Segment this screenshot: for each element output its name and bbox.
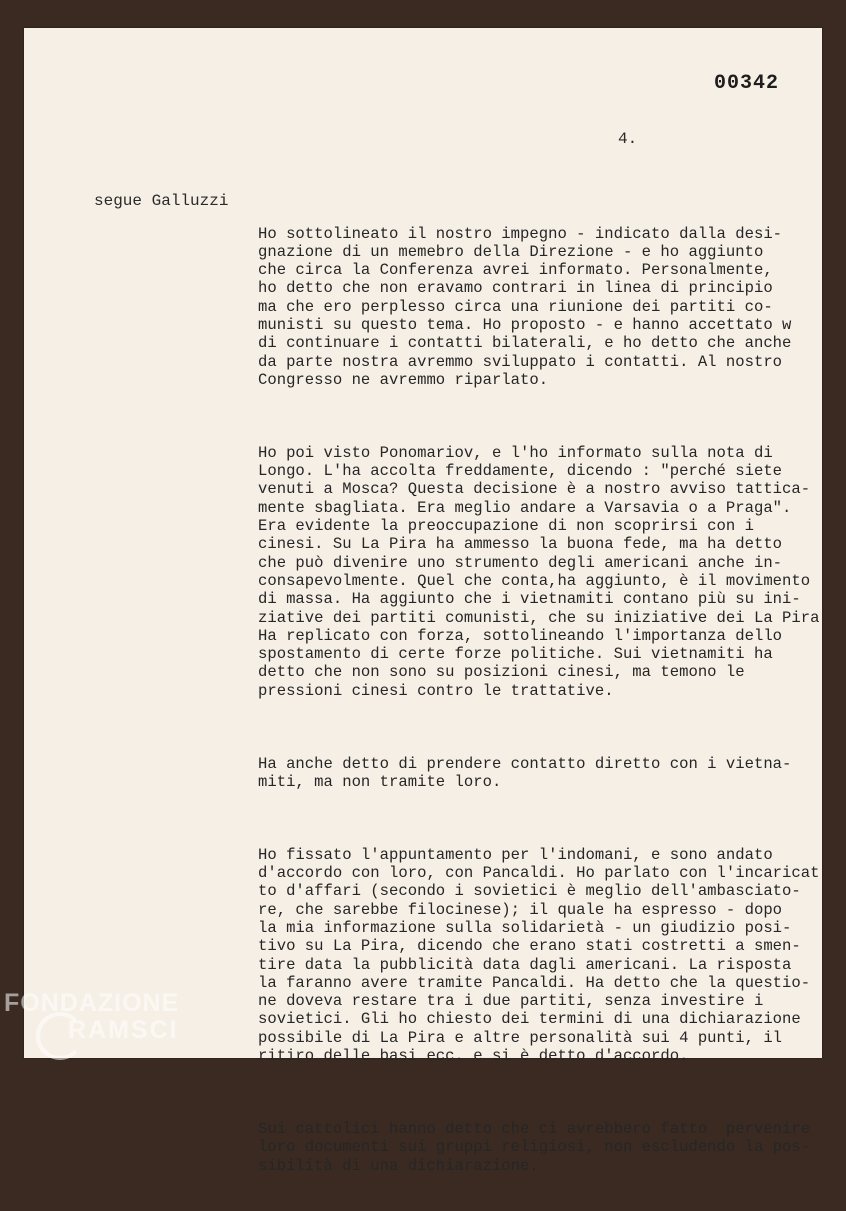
paragraph-5: Sui cattolici hanno detto che ci avrebbero fatto pervenire loro documenti sui gruppi religiosi, non escludendo la pos- sibilità di una dichiarazione. bbox=[258, 1119, 811, 1175]
paragraph-4: Ho fissato l'appuntamento per l'indomani, e sono andato d'accordo con loro, con Pancaldi. Ho parlato con l'incaricat to d'affari (secondo i sovietici è meglio dell'ambasciato- re, che sarebbe filocinese); il quale ha espresso - dopo la mia informazione sulla solidarietà - un giudizio posi- tivo su La Pira, dicendo che erano stati costretti a smen- tire data la pubblicità data dagli americani. La risposta la faranno avere tramite Pancaldi. Ha detto che la questio- ne doveva restare tra i due partiti, senza investire i sovietici. Gli ho chiesto dei termini di una dichiarazione possibile di La Pira e altre personalità sui 4 punti, il ritiro delle basi ecc. e si è detto d'accordo. bbox=[258, 845, 820, 1066]
page-number: 4. bbox=[618, 130, 638, 148]
watermark-line-2: RAMSCI bbox=[68, 1016, 179, 1044]
paragraph-1: Ho sottolineato il nostro impegno - indicato dalla desi- gnazione di un memebro della Direzione - e ho aggiunto che circa la Conferenza avrei informato. Personalmente, ho detto che non eravamo contrari in linea di principio ma che ero perplesso circa una riunione dei partiti co- munisti su questo tema. Ho proposto - e hanno accettato w di continuare i contatti bilaterali, e ho detto che anche da parte nostra avremmo sviluppato i contatti. Al nostro Congresso ne avremmo riparlato. bbox=[258, 224, 792, 389]
paragraph-2: Ho poi visto Ponomariov, e l'ho informato sulla nota di Longo. L'ha accolta freddamente, dicendo : "perché siete venuti a Mosca? Questa decisione è a nostro avviso tattica- mente sbagliata. Era meglio andare a Varsavia o a Praga". Era evidente la preoccupazione di non scoprirsi con i cinesi. Su La Pira ha ammesso la buona fede, ma ha detto che può divenire uno strumento degli americani anche in- consapevolmente. Quel che conta,ha aggiunto, è il movimento di massa. Ha aggiunto che i vietnamiti contano più su ini- ziative dei partiti comunisti, che su iniziative dei La Pira Ha replicato con forza, sottolineando l'importanza dello spostamento di certe forze politiche. Sui vietnamiti ha detto che non sono su posizioni cinesi, ma temono le pressioni cinesi contro le trattative. bbox=[258, 443, 820, 700]
document-body bbox=[258, 188, 822, 1211]
margin-note: segue Galluzzi bbox=[94, 192, 229, 210]
document-number: 00342 bbox=[714, 72, 780, 95]
watermark-line-1: FONDAZIONE bbox=[4, 989, 180, 1017]
archive-watermark bbox=[4, 990, 179, 1044]
paragraph-3: Ha anche detto di prendere contatto diretto con i vietna- miti, ma non tramite loro. bbox=[258, 754, 792, 791]
